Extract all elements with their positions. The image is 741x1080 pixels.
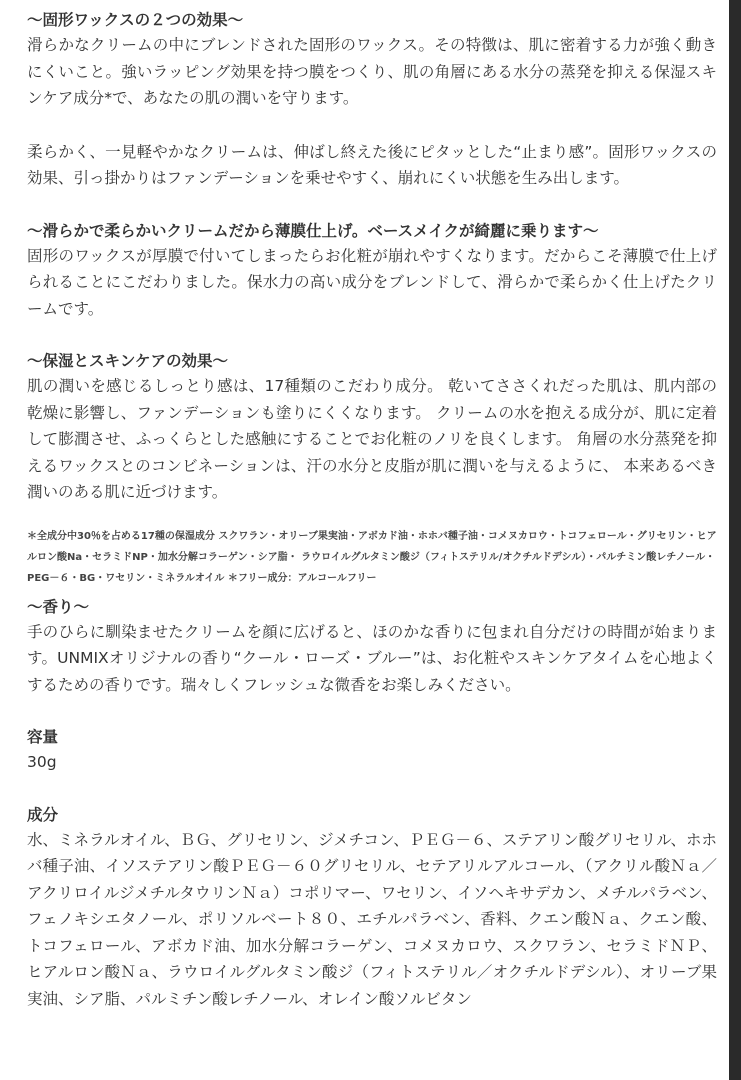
moisture-heading: 〜保湿とスキンケアの効果〜 xyxy=(27,352,229,370)
cream-texture-paragraph: 柔らかく、一見軽やかなクリームは、伸ばし終えた後にピタッとした“止まり感”。固形ワックスの効果、引っ掛かりはファンデーションを乗せやすく、崩れにくい状態を生み出します。 xyxy=(27,142,717,187)
thin-film-paragraph: 固形のワックスが厚膜で付いてしまったらお化粧が崩れやすくなります。だからこそ薄膜で仕上げられることにこだわりました。保水力の高い成分をブレンドして、滑らかで柔らかく仕上げたクリームです。 xyxy=(27,246,717,318)
right-edge-bar xyxy=(729,0,741,1080)
moisturizing-ingredients-note: ＊全成分中30％を占める17種の保湿成分 スクワラン・オリーブ果実油・アボカド油・ホホバ種子油・コメヌカロウ・トコフェロール・グリセリン・ヒアルロン酸Na・セラミドNP・加水分解コラーゲン・シア脂・ ラウロイルグルタミン酸ジ（フィトステリル/オクチルドデシル）・パルチミン酸レチノール・PEG－６・BG・ワセリン・ミネラルオイル ＊フリー成分：アルコールフリー xyxy=(27,530,717,584)
description-content xyxy=(27,8,717,1012)
wax-effects-heading: 〜固形ワックスの２つの効果〜 xyxy=(27,11,244,29)
moisture-paragraph: 肌の潤いを感じるしっとり感は、17種類のこだわり成分。 乾いてささくれだった肌は、肌内部の乾燥に影響し、ファンデーションも塗りにくくなります。 クリームの水を抱える成分が、肌に定着して膨潤させ、ふっくらとした感触にすることでお化粧のノリを良くします。 角層の水分蒸発を抑えるワックスとのコンビネーションは、汗の水分と皮脂が肌に潤いを与えるように、 本来あるべき潤いのある肌に近づけます。 xyxy=(27,377,717,501)
scent-heading: 〜香り〜 xyxy=(27,597,90,616)
scent-paragraph: 手のひらに馴染ませたクリームを顔に広げると、ほのかな香りに包まれ自分だけの時間が始まります。UNMIXオリジナルの香り“クール・ローズ・ブルー”は、お化粧やスキンケアタイムを心地よくするための香りです。瑞々しくフレッシュな微香をお楽しみください。 xyxy=(27,622,717,694)
ingredients-list: 水、ミネラルオイル、ＢＧ、グリセリン、ジメチコン、ＰＥＧ－６、ステアリン酸グリセリル、ホホバ種子油、イソステアリン酸ＰＥＧ－６０グリセリル、セテアリルアルコール、（アクリル酸Ｎａ／アクリロイルジメチルタウリンＮａ）コポリマー、ワセリン、イソヘキサデカン、メチルパラベン、フェノキシエタノール、ポリソルベート８０、エチルパラベン、香料、クエン酸Ｎａ、クエン酸、トコフェロール、アボカド油、加水分解コラーゲン、コメヌカロウ、スクワラン、セラミドＮＰ、ヒアルロン酸Ｎａ、ラウロイルグルタミン酸ジ（フィトステリル／オクチルドデシル）、オリーブ果実油、シア脂、パルミチン酸レチノール、オレイン酸ソルビタン xyxy=(27,830,717,1008)
thin-film-heading: 〜滑らかで柔らかいクリームだから薄膜仕上げ。ベースメイクが綺麗に乗ります〜 xyxy=(27,221,599,240)
ingredients-heading: 成分 xyxy=(27,805,59,824)
volume-heading: 容量 xyxy=(27,728,59,746)
wax-effects-paragraph: 滑らかなクリームの中にブレンドされた固形のワックス。その特徴は、肌に密着する力が強く動きにくいこと。強いラッピング効果を持つ膜をつくり、肌の角層にある水分の蒸発を抑える保湿スキンケア成分*で、あなたの肌の潤いを守ります。 xyxy=(27,36,717,107)
volume-value: 30g xyxy=(27,753,57,771)
